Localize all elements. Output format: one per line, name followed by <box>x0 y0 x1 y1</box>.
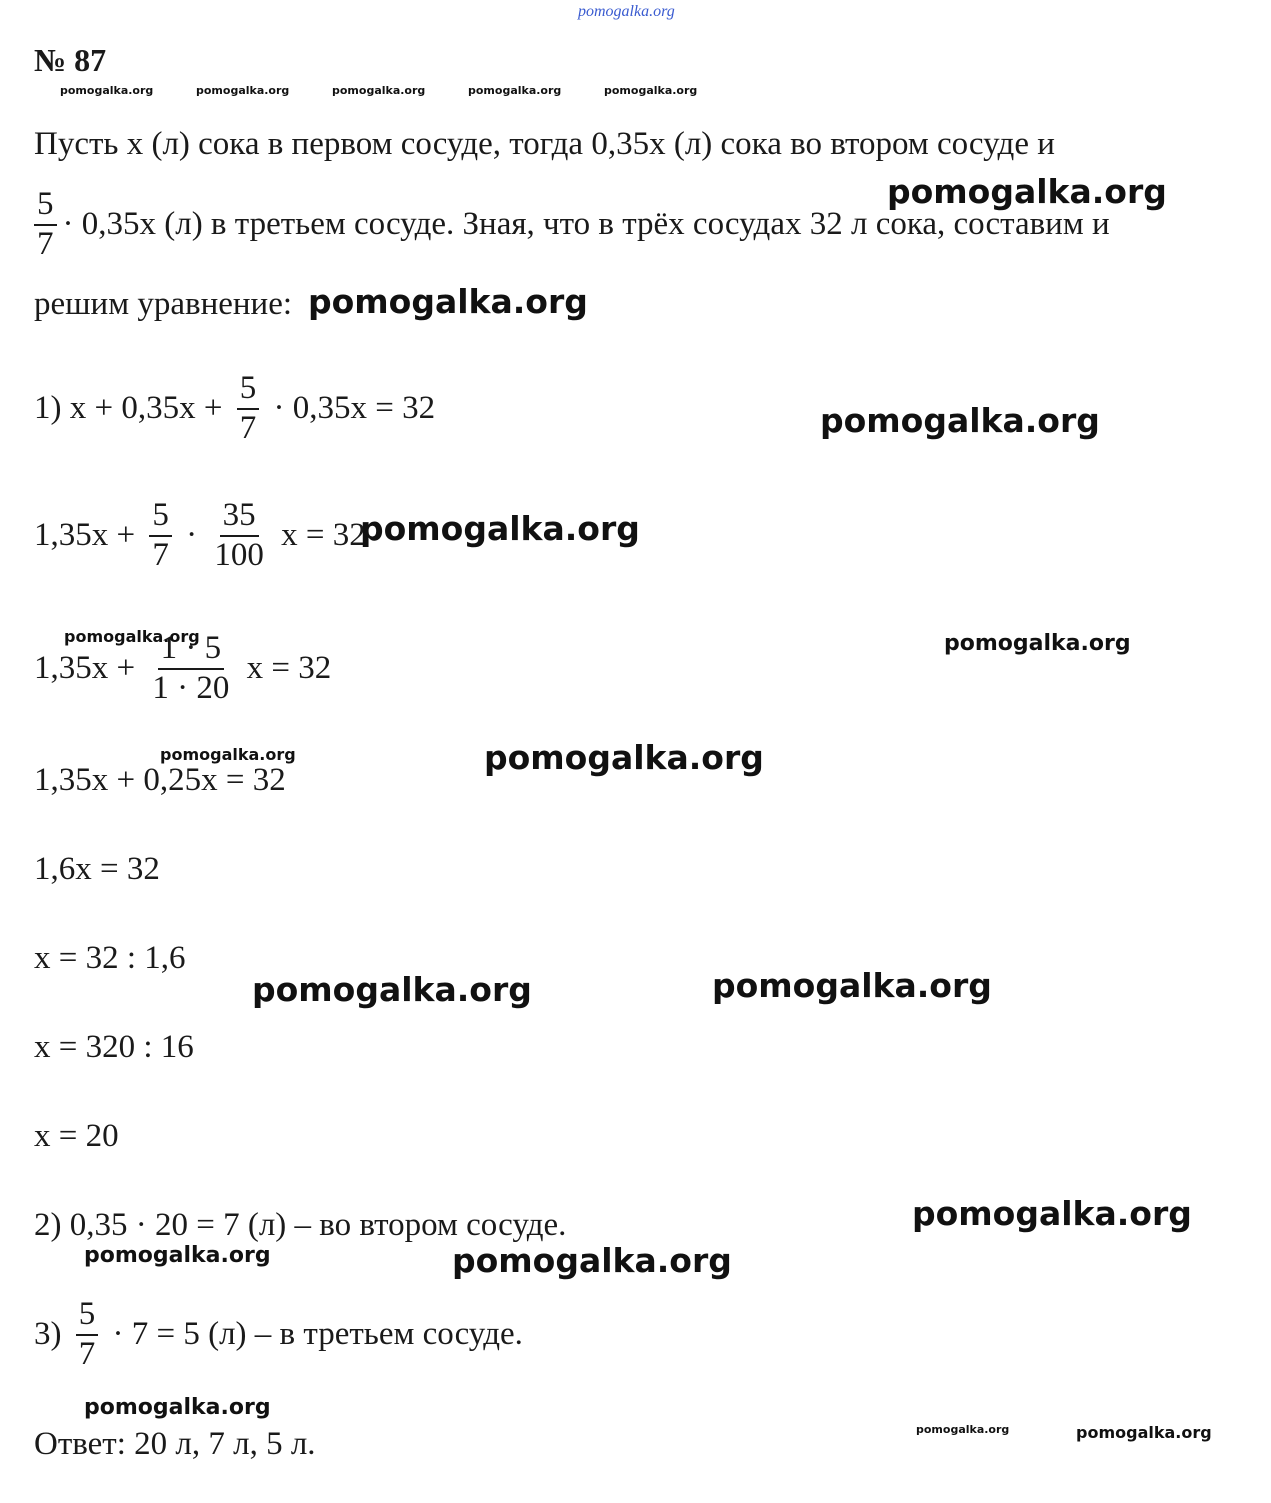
watermark: pomogalka.org <box>1076 1423 1212 1442</box>
equation-step-8: х = 20 <box>34 1118 119 1154</box>
fraction-denominator: 100 <box>214 536 264 573</box>
fraction-denominator: 7 <box>37 225 54 262</box>
fraction-numerator: 35 <box>220 497 259 537</box>
step-text: 1,35х + <box>34 650 144 687</box>
watermark: pomogalka.org <box>916 1423 1010 1436</box>
watermark-top: pomogalka.org <box>578 3 675 20</box>
fraction <box>237 370 260 448</box>
fraction <box>76 1296 99 1374</box>
watermark: pomogalka.org <box>60 84 154 97</box>
fraction-denominator: 7 <box>78 1335 96 1372</box>
watermark: pomogalka.org <box>64 627 200 646</box>
watermark: pomogalka.org <box>887 172 1167 211</box>
equation-step-10 <box>34 1296 523 1374</box>
watermark: pomogalka.org <box>712 966 992 1005</box>
watermark: pomogalka.org <box>484 738 764 777</box>
watermark: pomogalka.org <box>912 1194 1192 1233</box>
intro-line-1: Пусть х (л) сока в первом сосуде, тогда 0,35х (л) сока во втором сосуде и <box>34 126 1055 162</box>
equation-step-7: х = 320 : 16 <box>34 1029 194 1065</box>
watermark: pomogalka.org <box>332 84 426 97</box>
fraction <box>149 630 232 708</box>
watermark: pomogalka.org <box>604 84 698 97</box>
fraction-denominator: 7 <box>239 409 257 446</box>
watermark: pomogalka.org <box>84 1395 271 1420</box>
fraction <box>149 497 172 575</box>
equation-step-4: 1,35х + 0,25х = 32 <box>34 762 286 798</box>
fraction <box>211 497 267 575</box>
problem-number: № 87 <box>34 42 107 78</box>
watermark: pomogalka.org <box>944 631 1131 656</box>
watermark: pomogalka.org <box>820 401 1100 440</box>
step-text: · <box>177 517 206 554</box>
watermark: pomogalka.org <box>84 1243 271 1268</box>
watermark: pomogalka.org <box>160 745 296 764</box>
equation-step-9: 2) 0,35 · 20 = 7 (л) – во втором сосуде. <box>34 1207 567 1243</box>
step-text: 1) х + 0,35х + <box>34 390 231 427</box>
step-text: х = 32 <box>272 517 366 554</box>
step-text: 3) <box>34 1316 70 1353</box>
equation-step-3 <box>34 630 331 708</box>
watermark: pomogalka.org <box>468 84 562 97</box>
watermark: pomogalka.org <box>308 282 588 321</box>
step-text: · 0,35х = 32 <box>265 390 436 427</box>
intro-line-3: решим уравнение: <box>34 286 293 322</box>
watermark: pomogalka.org <box>452 1241 732 1280</box>
answer: Ответ: 20 л, 7 л, 5 л. <box>34 1426 316 1462</box>
equation-step-6: х = 32 : 1,6 <box>34 940 186 976</box>
fraction-denominator: 1 · 20 <box>152 669 230 706</box>
step-text: · 7 = 5 (л) – в третьем сосуде. <box>104 1316 523 1353</box>
watermark: pomogalka.org <box>196 84 290 97</box>
fraction-numerator: 5 <box>237 370 260 410</box>
fraction-numerator: 1 · 5 <box>158 630 225 670</box>
fraction <box>34 186 57 264</box>
intro-line-2-text: · 0,35х (л) в третьем сосуде. Зная, что в трёх сосудах 32 л сока, составим и <box>62 206 1110 243</box>
equation-step-2 <box>34 497 366 575</box>
equation-step-1 <box>34 370 435 448</box>
step-text: 1,35х + <box>34 517 144 554</box>
fraction-numerator: 5 <box>34 186 57 226</box>
watermark: pomogalka.org <box>252 970 532 1009</box>
fraction-numerator: 5 <box>76 1296 99 1336</box>
watermark: pomogalka.org <box>360 509 640 548</box>
fraction-denominator: 7 <box>152 536 169 573</box>
step-text: х = 32 <box>238 650 332 687</box>
equation-step-5: 1,6х = 32 <box>34 851 160 887</box>
fraction-numerator: 5 <box>149 497 172 537</box>
